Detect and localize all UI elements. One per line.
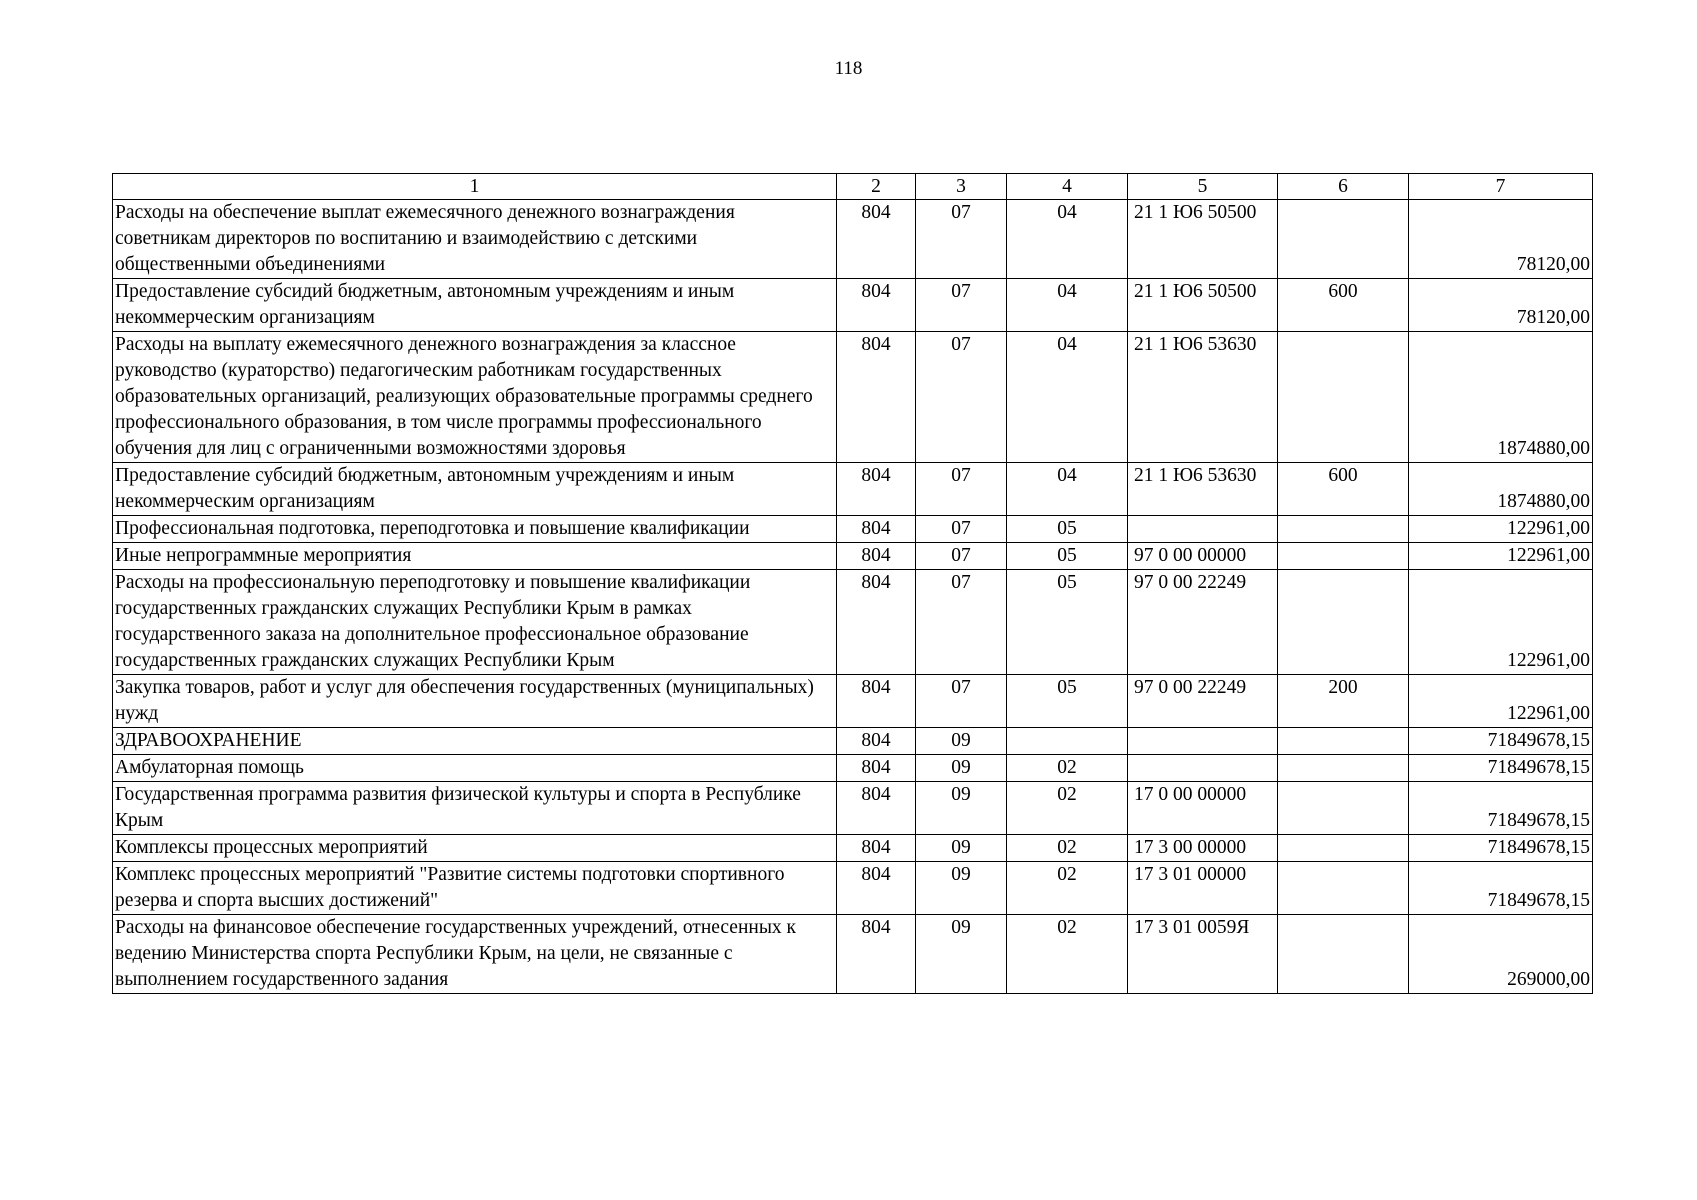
amount: 1874880,00: [1409, 463, 1593, 516]
ministry-code: 804: [837, 675, 916, 728]
ministry-code: 804: [837, 728, 916, 755]
row-description: Расходы на профессиональную переподготовку и повышение квалификации государственных гражданских служащих Республики Крым в рамках государственного заказа на дополнительное профессиональное образование государственных гражданских служащих Республики Крым: [113, 570, 837, 675]
subsection-code: 05: [1007, 516, 1128, 543]
table-row: [113, 200, 1593, 279]
ministry-code: 804: [837, 279, 916, 332]
expense-type-code: [1278, 332, 1409, 463]
header-cell: 4: [1007, 174, 1128, 200]
target-article-code: 17 3 01 00000: [1128, 862, 1278, 915]
expense-type-code: [1278, 200, 1409, 279]
table-row: [113, 463, 1593, 516]
expense-type-code: 200: [1278, 675, 1409, 728]
expense-type-code: [1278, 728, 1409, 755]
row-description: ЗДРАВООХРАНЕНИЕ: [113, 728, 837, 755]
row-description: Расходы на финансовое обеспечение государственных учреждений, отнесенных к ведению Министерства спорта Республики Крым, на цели, не связанные с выполнением государственного задания: [113, 915, 837, 994]
subsection-code: 04: [1007, 279, 1128, 332]
table-row: [113, 862, 1593, 915]
table-row: [113, 915, 1593, 994]
table-body: [113, 200, 1593, 994]
amount: 78120,00: [1409, 279, 1593, 332]
amount: 122961,00: [1409, 516, 1593, 543]
section-code: 09: [916, 862, 1007, 915]
target-article-code: [1128, 755, 1278, 782]
row-description: Расходы на выплату ежемесячного денежного вознаграждения за классное руководство (кураторство) педагогическим работникам государственных образовательных организаций, реализующих образовательные программы среднего профессионального образования, в том числе программы профессионального обучения для лиц с ограниченными возможностями здоровья: [113, 332, 837, 463]
expense-type-code: [1278, 570, 1409, 675]
amount: 1874880,00: [1409, 332, 1593, 463]
page-number: 118: [834, 58, 863, 79]
budget-table: [112, 173, 1593, 994]
ministry-code: 804: [837, 463, 916, 516]
amount: 122961,00: [1409, 675, 1593, 728]
target-article-code: 97 0 00 00000: [1128, 543, 1278, 570]
header-cell: 3: [916, 174, 1007, 200]
table-row: [113, 516, 1593, 543]
section-code: 07: [916, 463, 1007, 516]
section-code: 07: [916, 279, 1007, 332]
ministry-code: 804: [837, 200, 916, 279]
subsection-code: 02: [1007, 755, 1128, 782]
subsection-code: [1007, 728, 1128, 755]
table-row: [113, 543, 1593, 570]
expense-type-code: 600: [1278, 463, 1409, 516]
row-description: Расходы на обеспечение выплат ежемесячного денежного вознаграждения советникам директоров по воспитанию и взаимодействию с детскими общественными объединениями: [113, 200, 837, 279]
row-description: Закупка товаров, работ и услуг для обеспечения государственных (муниципальных) нужд: [113, 675, 837, 728]
row-description: Предоставление субсидий бюджетным, автономным учреждениям и иным некоммерческим организациям: [113, 279, 837, 332]
target-article-code: 21 1 Ю6 53630: [1128, 332, 1278, 463]
table-row: [113, 755, 1593, 782]
subsection-code: 02: [1007, 915, 1128, 994]
header-cell: 5: [1128, 174, 1278, 200]
expense-type-code: [1278, 516, 1409, 543]
header-cell: 6: [1278, 174, 1409, 200]
section-code: 07: [916, 543, 1007, 570]
target-article-code: 21 1 Ю6 50500: [1128, 200, 1278, 279]
ministry-code: 804: [837, 835, 916, 862]
ministry-code: 804: [837, 332, 916, 463]
amount: 71849678,15: [1409, 755, 1593, 782]
table-row: [113, 570, 1593, 675]
expense-type-code: [1278, 782, 1409, 835]
amount: 71849678,15: [1409, 728, 1593, 755]
amount: 71849678,15: [1409, 782, 1593, 835]
subsection-code: 02: [1007, 782, 1128, 835]
amount: 122961,00: [1409, 570, 1593, 675]
subsection-code: 05: [1007, 543, 1128, 570]
table-row: [113, 675, 1593, 728]
expense-type-code: [1278, 862, 1409, 915]
header-cell: 2: [837, 174, 916, 200]
subsection-code: 02: [1007, 835, 1128, 862]
section-code: 09: [916, 782, 1007, 835]
amount: 71849678,15: [1409, 835, 1593, 862]
header-cell: 7: [1409, 174, 1593, 200]
section-code: 09: [916, 915, 1007, 994]
target-article-code: [1128, 728, 1278, 755]
section-code: 07: [916, 516, 1007, 543]
table-row: [113, 728, 1593, 755]
expense-type-code: 600: [1278, 279, 1409, 332]
subsection-code: 02: [1007, 862, 1128, 915]
ministry-code: 804: [837, 862, 916, 915]
section-code: 07: [916, 570, 1007, 675]
section-code: 09: [916, 755, 1007, 782]
table-row: [113, 835, 1593, 862]
target-article-code: 97 0 00 22249: [1128, 675, 1278, 728]
row-description: Государственная программа развития физической культуры и спорта в Республике Крым: [113, 782, 837, 835]
target-article-code: [1128, 516, 1278, 543]
row-description: Амбулаторная помощь: [113, 755, 837, 782]
expense-type-code: [1278, 755, 1409, 782]
row-description: Иные непрограммные мероприятия: [113, 543, 837, 570]
ministry-code: 804: [837, 755, 916, 782]
expense-type-code: [1278, 915, 1409, 994]
subsection-code: 05: [1007, 570, 1128, 675]
target-article-code: 21 1 Ю6 50500: [1128, 279, 1278, 332]
ministry-code: 804: [837, 782, 916, 835]
target-article-code: 17 3 00 00000: [1128, 835, 1278, 862]
section-code: 07: [916, 675, 1007, 728]
ministry-code: 804: [837, 543, 916, 570]
expense-type-code: [1278, 543, 1409, 570]
target-article-code: 17 0 00 00000: [1128, 782, 1278, 835]
ministry-code: 804: [837, 516, 916, 543]
row-description: Комплексы процессных мероприятий: [113, 835, 837, 862]
header-row: [113, 174, 1593, 200]
target-article-code: 21 1 Ю6 53630: [1128, 463, 1278, 516]
row-description: Профессиональная подготовка, переподготовка и повышение квалификации: [113, 516, 837, 543]
expense-type-code: [1278, 835, 1409, 862]
section-code: 09: [916, 728, 1007, 755]
row-description: Комплекс процессных мероприятий "Развитие системы подготовки спортивного резерва и спорта высших достижений": [113, 862, 837, 915]
header-cell: 1: [113, 174, 837, 200]
subsection-code: 04: [1007, 463, 1128, 516]
table-row: [113, 279, 1593, 332]
table-row: [113, 332, 1593, 463]
subsection-code: 05: [1007, 675, 1128, 728]
amount: 78120,00: [1409, 200, 1593, 279]
amount: 71849678,15: [1409, 862, 1593, 915]
amount: 269000,00: [1409, 915, 1593, 994]
section-code: 09: [916, 835, 1007, 862]
target-article-code: 17 3 01 0059Я: [1128, 915, 1278, 994]
ministry-code: 804: [837, 915, 916, 994]
subsection-code: 04: [1007, 332, 1128, 463]
section-code: 07: [916, 332, 1007, 463]
section-code: 07: [916, 200, 1007, 279]
target-article-code: 97 0 00 22249: [1128, 570, 1278, 675]
subsection-code: 04: [1007, 200, 1128, 279]
amount: 122961,00: [1409, 543, 1593, 570]
ministry-code: 804: [837, 570, 916, 675]
table-row: [113, 782, 1593, 835]
row-description: Предоставление субсидий бюджетным, автономным учреждениям и иным некоммерческим организациям: [113, 463, 837, 516]
